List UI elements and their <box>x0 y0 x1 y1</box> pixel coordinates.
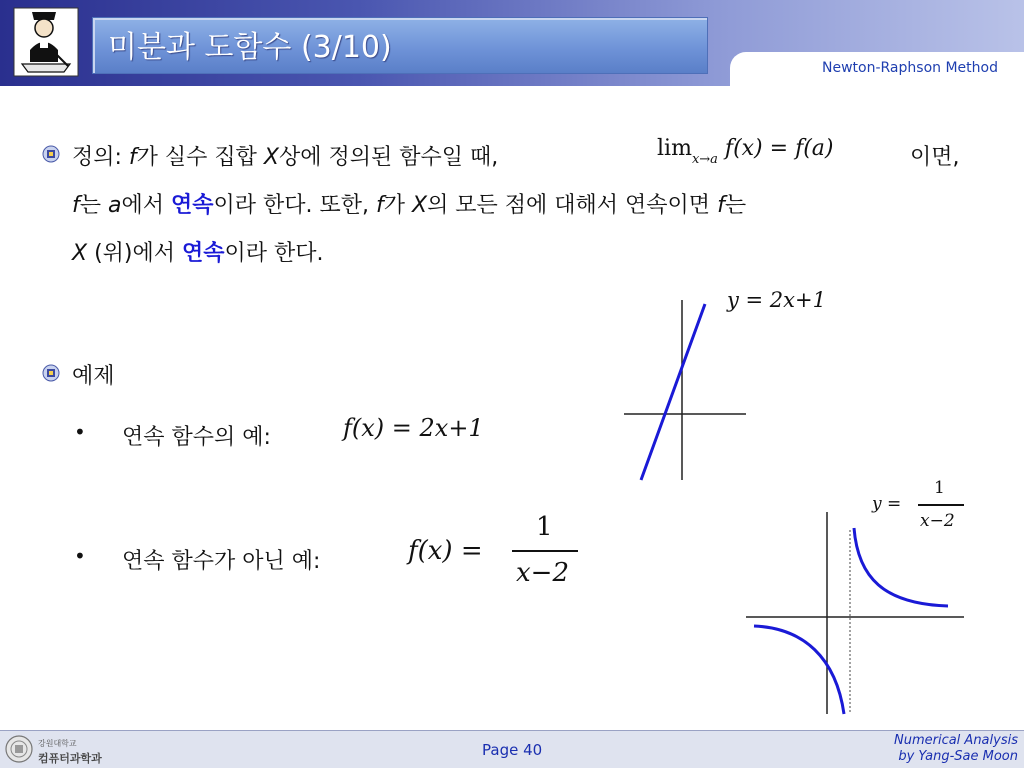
definition-text: 이라 한다. <box>224 241 324 266</box>
definition-line-3 <box>72 236 324 267</box>
definition-text: 가 실수 집합 <box>136 145 264 170</box>
graph-2-label-denominator: x−2 <box>920 511 955 531</box>
example-1-label: 연속 함수의 예: <box>122 425 271 450</box>
definition-line-1 <box>72 140 498 171</box>
definition-text: 가 <box>383 193 412 218</box>
graph-2-label-lhs: y = <box>872 494 902 514</box>
example-1-formula: f(x) = 2x+1 <box>343 414 484 442</box>
term-continuous: 연속 <box>182 241 225 266</box>
limit-rhs: f(a) <box>795 136 834 161</box>
dot-bullet: • <box>74 544 86 568</box>
fraction-bar <box>512 550 578 552</box>
linear-function-graph <box>620 296 750 486</box>
example-2-denominator: x−2 <box>516 558 569 588</box>
example-2-label: 연속 함수가 아닌 예: <box>122 549 321 574</box>
symbol-X: X <box>411 193 428 218</box>
example-2-lhs: f(x) = <box>408 536 483 566</box>
symbol-X: X <box>263 145 279 170</box>
lim-operator: lim <box>657 136 692 161</box>
definition-text: (위)에서 <box>87 241 182 266</box>
graph-1-label: y = 2x+1 <box>727 288 826 312</box>
professor-logo-icon <box>12 6 80 78</box>
left-branch <box>754 626 844 714</box>
definition-text: 는 <box>79 193 108 218</box>
definition-text: 의 모든 점에 대해서 연속이면 <box>427 193 718 218</box>
definition-text: 이라 한다. 또한, <box>213 193 376 218</box>
symbol-f: f <box>375 193 384 218</box>
equals-sign: = <box>762 136 796 161</box>
definition-line-2 <box>72 188 746 219</box>
line-y-2x-plus-1 <box>641 304 705 480</box>
definition-prefix: 정의: <box>72 145 129 170</box>
lim-subscript: x→a <box>691 152 718 167</box>
definition-text: 에서 <box>121 193 171 218</box>
right-branch <box>854 528 948 606</box>
definition-text: 상에 정의된 함수일 때, <box>279 145 499 170</box>
symbol-X: X <box>72 241 88 266</box>
footer-department-name: 컴퓨터과학과 <box>38 752 102 765</box>
graph-2-fraction-bar <box>918 504 964 506</box>
term-continuous: 연속 <box>170 193 214 218</box>
reciprocal-function-graph <box>744 508 966 718</box>
course-credit: Numerical Analysis <box>893 733 1018 748</box>
symbol-f: f <box>717 193 725 218</box>
university-seal-icon <box>4 734 34 764</box>
dot-bullet: • <box>74 420 86 444</box>
page-number: Page 40 <box>482 741 543 759</box>
symbol-a: a <box>108 193 122 218</box>
university-emblem-bullet-icon <box>42 145 60 163</box>
definition-line-1-end: 이면, <box>910 145 960 170</box>
page-title: 미분과 도함수 (3/10) <box>108 30 392 65</box>
university-emblem-bullet-icon <box>42 364 60 382</box>
limit-lhs: f(x) <box>724 136 763 161</box>
examples-heading: 예제 <box>72 364 115 389</box>
graph-2-label-numerator: 1 <box>934 478 945 498</box>
footer-university-name: 강원대학교 <box>38 739 77 748</box>
author-credit: by Yang-Sae Moon <box>898 749 1018 764</box>
symbol-f: f <box>128 145 137 170</box>
definition-text: 는 <box>724 193 747 218</box>
limit-expression <box>657 136 834 167</box>
symbol-f: f <box>72 193 80 218</box>
section-subtitle: Newton-Raphson Method <box>822 60 998 76</box>
example-2-numerator: 1 <box>536 512 553 542</box>
